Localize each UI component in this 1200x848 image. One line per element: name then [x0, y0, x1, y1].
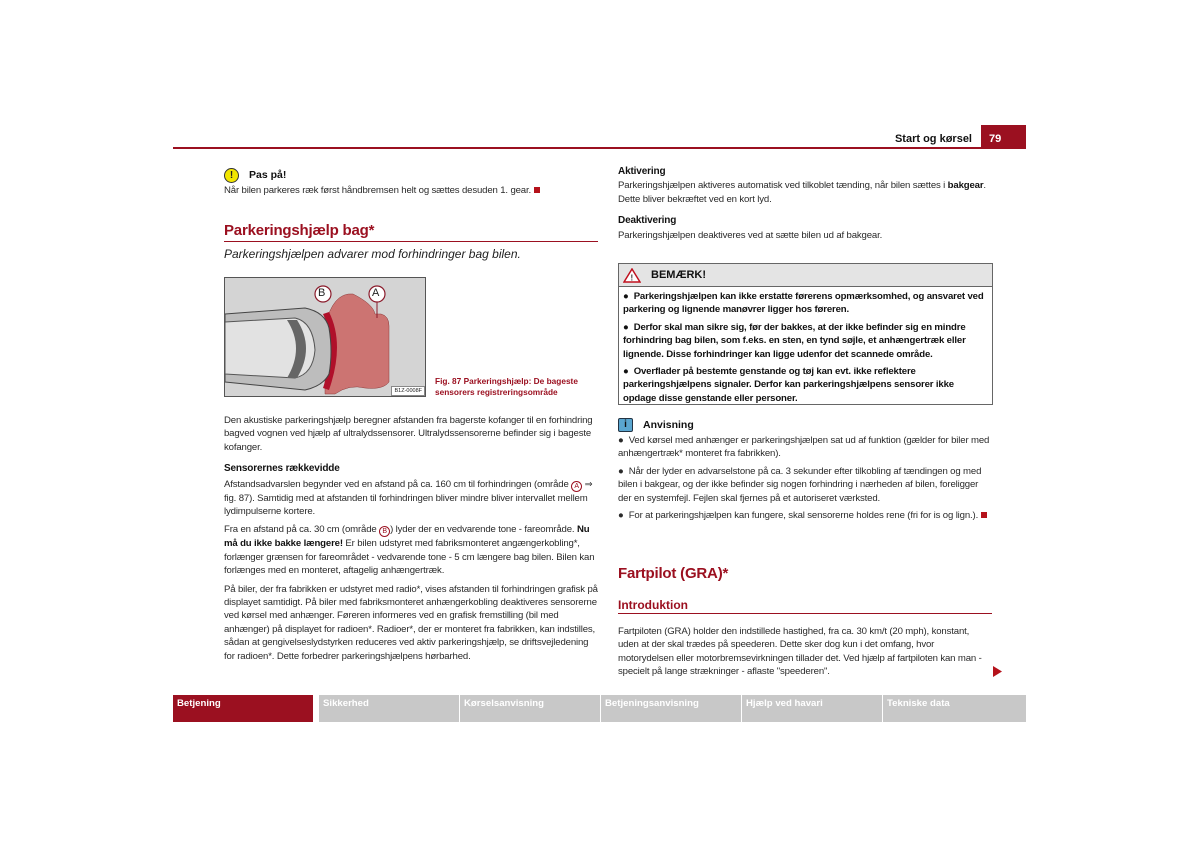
caution-block	[224, 168, 598, 197]
warning-item: ● Overflader på bestemte genstande og tøj kan evt. ikke reflektere parkeringshjælpens signaler. Derfor kan parkeringshjælpens sensorer ikke opdage disse genstande eller personer.	[623, 366, 954, 404]
nav-tab-betjeningsanvisning[interactable]: Betjeningsanvisning	[601, 695, 741, 722]
end-mark-icon	[981, 512, 987, 518]
continue-arrow-icon	[993, 666, 1002, 677]
figure-link[interactable]: ⇒ fig. 87	[224, 478, 593, 504]
label-b: B	[318, 287, 326, 299]
deactivation-heading: Deaktivering	[618, 215, 677, 227]
range-heading: Sensorernes rækkevidde	[224, 463, 340, 475]
figure-code: B1Z-0008F	[391, 386, 425, 396]
nav-tab-hjaelp-ved-havari[interactable]: Hjælp ved havari	[742, 695, 882, 722]
note-item: ● Ved kørsel med anhænger er parkeringshjælpen sat ud af funktion (gælder for biler med anhængertræk* monteret fra fabrikken).	[618, 435, 990, 460]
info-icon: i	[618, 418, 633, 432]
introduction-heading: Introduktion	[618, 598, 992, 614]
figure-caption: Fig. 87 Parkeringshjælp: De bageste sensorers registreringsområde	[435, 376, 578, 397]
section-heading: Parkeringshjælp bag*	[224, 222, 598, 242]
label-a: A	[372, 287, 380, 299]
svg-text:!: !	[630, 273, 634, 282]
nav-tab-sikkerhed[interactable]: Sikkerhed	[319, 695, 459, 722]
header-rule	[173, 147, 1026, 149]
warning-title: BEMÆRK!	[651, 269, 706, 281]
note-title: Anvisning	[643, 419, 694, 431]
warning-item: ● Derfor skal man sikre sig, før der bakkes, at der ikke befinder sig en mindre forhindring bag bilen, som f.eks. en sten, en tynd søjle, et anhængertræk eller lignende. Disse forhindringer kan ligge udenfor det scannede område.	[623, 321, 966, 360]
section1-body	[224, 414, 598, 668]
area-b-ref: B	[379, 526, 390, 537]
warning-box	[618, 263, 993, 405]
page-number: 79	[981, 125, 1026, 148]
nav-tab-tekniske-data[interactable]: Tekniske data	[883, 695, 1026, 722]
fartpilot-text: Fartpiloten (GRA) holder den indstillede hastighed, fra ca. 30 km/t (20 mph), konstant, uden at der skal trædes på speederen. Dette sker dog kun i det omfang, hvor motorydelsen eller motorbremsevirkningen tillader det. Ved hjælp af fartpiloten kan man - specielt på lange strækninger - aflaste "speederen".	[618, 626, 982, 678]
activation-heading: Aktivering	[618, 166, 666, 177]
caution-title: Pas på!	[249, 168, 287, 181]
caution-text: Når bilen parkeres ræk først håndbremsen helt og sættes desuden 1. gear.	[224, 185, 532, 196]
paragraph: Fra en afstand på ca. 30 cm (område B ) lyder der en vedvarende tone - fareområde. Nu må du ikke bakke længere! Er bilen udstyret med fabriksmonteret angængerkobling*, forlænger grænsen for fareområdet - vedvarende tone - 5 cm længere bag bilen. Bilen kan forlænges med en monteret, aftagelig anhængertræk.	[224, 524, 595, 577]
section-intro: Parkeringshjælpen advarer mod forhindringer bag bilen.	[224, 247, 521, 261]
caution-icon: !	[224, 168, 239, 183]
paragraph: Den akustiske parkeringshjælp beregner afstanden fra bagerste kofanger til en forhindring bagved vognen ved hjælp af ultralydssensorer. Ultralydssensorerne befinder sig i bageste kofanger.	[224, 415, 593, 453]
paragraph: På biler, der fra fabrikken er udstyret med radio*, vises afstanden til forhindringen grafisk på displayet samtidigt. På biler med fabriksmonteret anhængerkobling deaktiveres sensorerne ved kørsel med anhænger. Føreren informeres ved en grafisk fremstilling (bil med anhænger) på displayet for radioen*. Radioer*, der er monteret fra fabrikken, kan indstilles, sådan at gengivelseslydstyrken reduceres ved aktiv parkeringshjælp, se driftsvejledening for radioen*. Dette forbedrer parkeringshjælpens hørbarhed.	[224, 583, 598, 662]
note-item: ● Når der lyder en advarselstone på ca. 3 sekunder efter tilkobling af tændingen og med bilen i bakgear, og der ikke befinder sig nogen forhindring i nærheden af bilen, foreligger der en systemfejl. Fejlen skal fjernes på et autoriseret værksted.	[618, 465, 982, 504]
note-block	[618, 418, 992, 526]
end-mark-icon	[534, 187, 540, 193]
note-item: ● For at parkeringshjælpen kan fungere, skal sensorerne holdes rene (fri for is og lign.).	[618, 509, 992, 522]
parking-sensor-illustration	[225, 278, 426, 397]
warning-item: ● Parkeringshjælpen kan ikke erstatte førerens opmærksomhed, og ansvaret ved parkering og lignende manøvrer ligger hos føreren.	[623, 291, 984, 316]
activation-text: Parkeringshjælpen aktiveres automatisk ved tilkoblet tænding, når bilen sættes i bakgear. Dette bliver bekræftet ved en kort lyd.	[618, 180, 986, 205]
warning-icon	[623, 268, 641, 283]
section-title: Start og kørsel	[894, 133, 972, 145]
deactivation-text: Parkeringshjælpen deaktiveres ved at sætte bilen ud af bakgear.	[618, 229, 883, 241]
fartpilot-heading: Fartpilot (GRA)*	[618, 565, 729, 582]
area-a-ref: A	[571, 481, 582, 492]
activation-block	[618, 165, 992, 247]
nav-tab-betjening[interactable]: Betjening	[173, 695, 313, 722]
figure-87	[224, 277, 426, 397]
paragraph: Afstandsadvarslen begynder ved en afstand på ca. 160 cm til forhindringen (område A ⇒ fig. 87). Samtidig med at afstanden til forhindringen bliver mindre bliver intervallet mellem lydimpulserne kortere.	[224, 478, 593, 518]
nav-tab-korselsanvisning[interactable]: Kørselsanvisning	[460, 695, 600, 722]
